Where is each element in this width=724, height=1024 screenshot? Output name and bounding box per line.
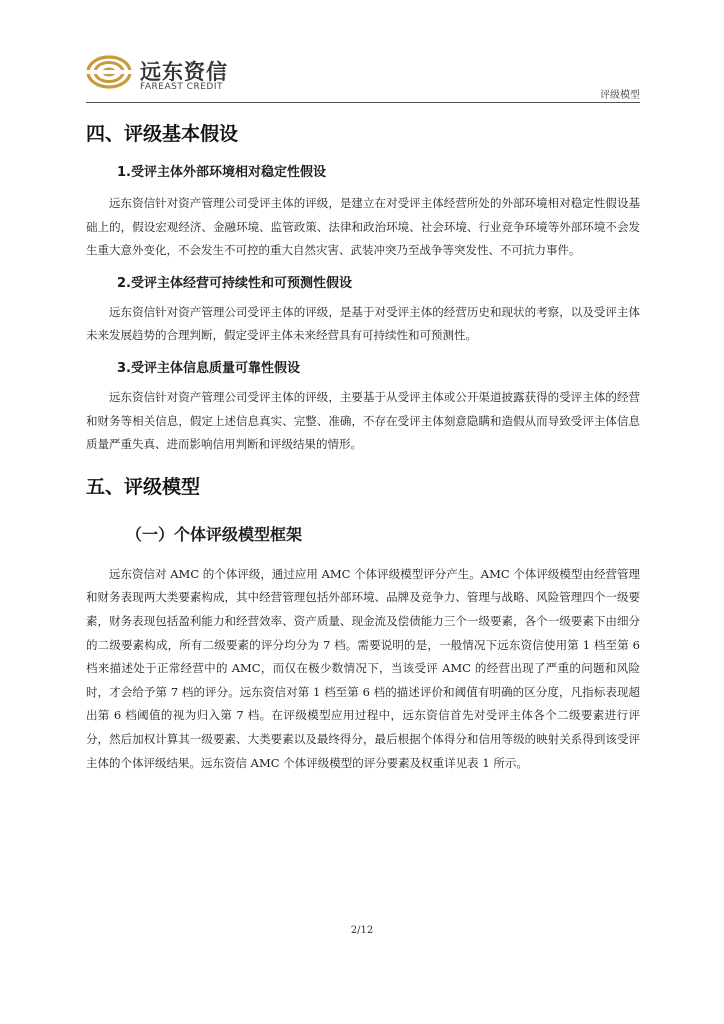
subsection-1-title: 1.受评主体外部环境相对稳定性假设 — [117, 165, 326, 180]
section-5-title: 五、评级模型 — [86, 475, 201, 498]
brand-name-en: FAREAST CREDIT — [140, 82, 223, 92]
header-section-label: 评级模型 — [600, 90, 640, 101]
subsection-2-paragraph: 远东资信针对资产管理公司受评主体的评级，是基于对受评主体的经营历史和现状的考察，以及受评主体未来发展趋势的合理判断，假定受评主体未来经营具有可持续性和可预测性。 — [86, 304, 640, 343]
section-4-title: 四、评级基本假设 — [86, 123, 239, 145]
page-number: 2/12 — [350, 925, 374, 936]
subsection-3-paragraph: 远东资信针对资产管理公司受评主体的评级，主要基于从受评主体或公开渠道披露获得的受评主体的经营和财务等相关信息，假定上述信息真实、完整、准确，不存在受评主体刻意隐瞒和造假从而导致受评主体信息质量严重失真、进而影响信用判断和评级结果的情形。 — [86, 389, 640, 452]
brand-name-cn: 远东资信 — [140, 60, 228, 84]
subsection-5-1-paragraph: 远东资信对 AMC 的个体评级，通过应用 AMC 个体评级模型评分产生。AMC 个体评级模型由经营管理和财务表现两大类要素构成，其中经营管理包括外部环境、品牌及竞争力、管理与战略、风险管理四个一级要素，财务表现包括盈利能力和经营效率、资产质量、现金流及偿债能力三个一级要素，各个一级要素下由细分的二级要素构成，所有二级要素的评分均分为 7 档。需要说明的是，一般情况下远东资信使用第 1 档至第 6 档来描述处于正常经营中的 AMC，而仅在极少数情况下，当该受评 AMC 的经营出现了严重的问题和风险时，才会给予第 7 档的评分。远东资信对第 1 档至第 6 档的描述评价和阈值有明确的区分度，凡指标表现超出第 6 档阈值的视为归入第 7 档。在评级模型应用过程中，远东资信首先对受评主体各个二级要素进行评分，然后加权计算其一级要素、大类要素以及最终得分，最后根据个体得分和信用等级的映射关系得到该受评主体的个体评级结果。远东资信 AMC 个体评级模型的评分要素及权重详见表 1 所示。 — [86, 566, 640, 770]
subsection-2-title: 2.受评主体经营可持续性和可预测性假设 — [117, 275, 352, 291]
subsection-3-title: 3.受评主体信息质量可靠性假设 — [117, 360, 300, 376]
page-body — [86, 118, 640, 775]
fareast-credit-logo-icon — [86, 52, 132, 92]
page-header — [0, 0, 724, 110]
subsection-5-1-title: （一）个体评级模型框架 — [126, 524, 303, 544]
header-divider — [86, 102, 640, 103]
subsection-1-paragraph: 远东资信针对资产管理公司受评主体的评级，是建立在对受评主体经营所处的外部环境相对稳定性假设基础上的，假设宏观经济、金融环境、监管政策、法律和政治环境、社会环境、行业竞争环境等外部环境不会发生重大意外变化，不会发生不可控的重大自然灾害、武装冲突乃至战争等突发性、不可抗力事件。 — [86, 196, 640, 258]
